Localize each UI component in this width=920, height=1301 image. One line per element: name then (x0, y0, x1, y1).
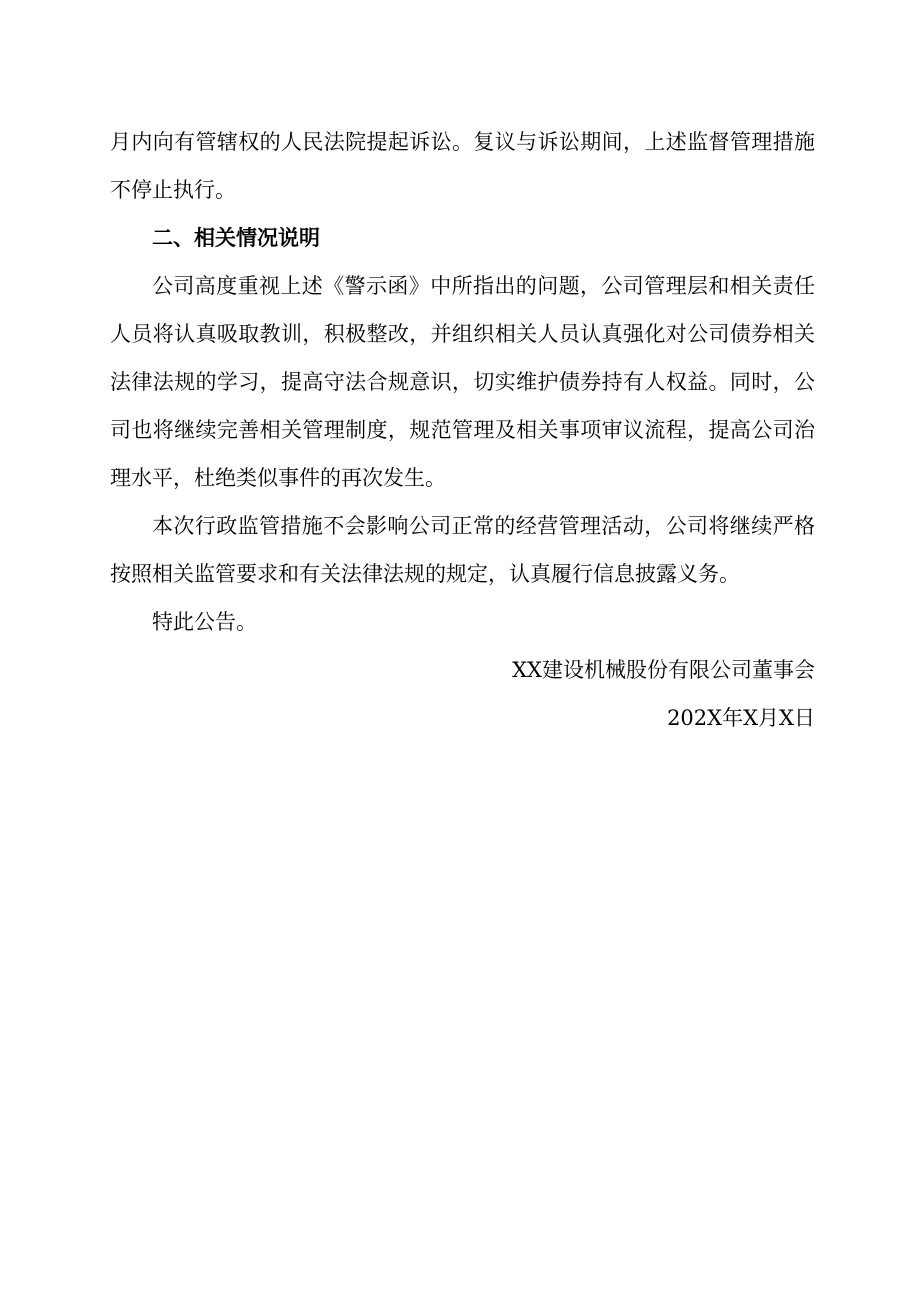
paragraph-2-line-5: 理水平，杜绝类似事件的再次发生。 (110, 466, 446, 490)
paragraph-2-line-3: 法律法规的学习，提高守法合规意识，切实维护债券持有人权益。同时，公 (110, 370, 815, 394)
closing-text: 特此公告。 (152, 610, 257, 634)
paragraph-2-line-4: 司也将继续完善相关管理制度，规范管理及相关事项审议流程，提高公司治 (110, 418, 815, 442)
signature-company: XX建设机械股份有限公司董事会 (512, 658, 815, 682)
section-2-heading: 二、相关情况说明 (152, 226, 320, 250)
paragraph-1-line-2: 不停止执行。 (110, 178, 236, 202)
paragraph-3-line-1: 本次行政监管措施不会影响公司正常的经营管理活动，公司将继续严格 (152, 514, 815, 538)
signature-date: 202X年X月X日 (667, 706, 815, 730)
paragraph-3-line-2: 按照相关监管要求和有关法律法规的规定，认真履行信息披露义务。 (110, 562, 740, 586)
paragraph-2-line-2: 人员将认真吸取教训，积极整改，并组织相关人员认真强化对公司债券相关 (110, 322, 815, 346)
document-page (110, 118, 815, 742)
paragraph-1-line-1: 月内向有管辖权的人民法院提起诉讼。复议与诉讼期间，上述监督管理措施 (110, 130, 815, 154)
paragraph-2-line-1: 公司高度重视上述《警示函》中所指出的问题，公司管理层和相关责任 (152, 274, 815, 298)
